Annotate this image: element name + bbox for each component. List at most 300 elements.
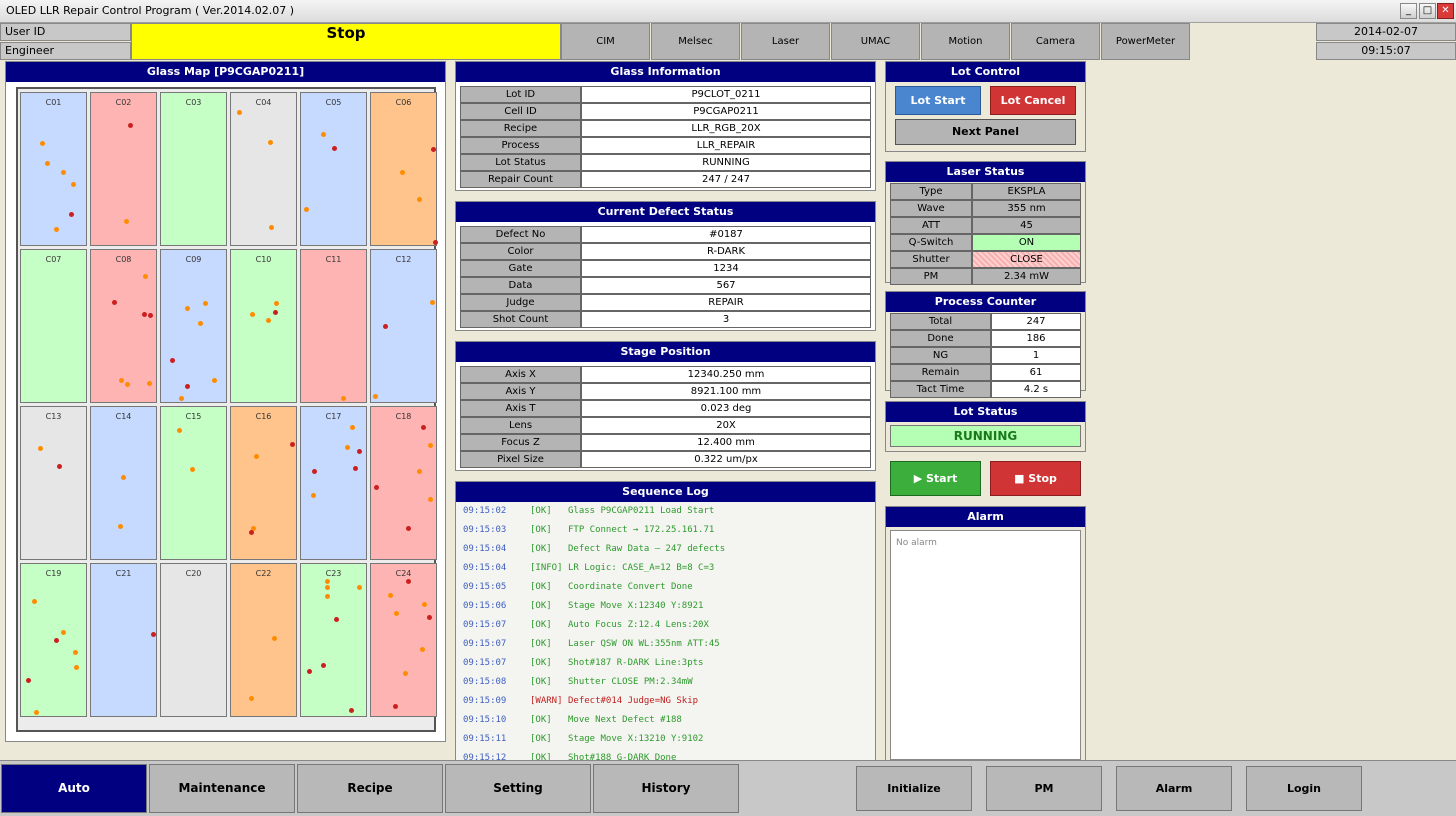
log-time: 09:15:06 bbox=[463, 601, 507, 611]
log-status: [OK] bbox=[530, 544, 552, 554]
glass-cell-c20[interactable] bbox=[160, 563, 227, 717]
nav-tab-history[interactable]: History bbox=[593, 764, 739, 813]
field-label: Tact Time bbox=[890, 381, 991, 398]
defect-marker[interactable] bbox=[357, 449, 362, 454]
log-status: [OK] bbox=[530, 506, 552, 516]
defect-marker[interactable] bbox=[383, 324, 388, 329]
log-entry bbox=[463, 597, 873, 616]
log-message: Move Next Defect #188 bbox=[568, 715, 682, 725]
field-value: 2.34 mW bbox=[972, 268, 1081, 285]
log-entry bbox=[463, 502, 873, 521]
field-value: P9CGAP0211 bbox=[581, 103, 871, 120]
defect-marker[interactable] bbox=[431, 147, 436, 152]
field-value: #0187 bbox=[581, 226, 871, 243]
log-entry bbox=[463, 711, 873, 730]
log-message: Coordinate Convert Done bbox=[568, 582, 693, 592]
field-value: ON bbox=[972, 234, 1081, 251]
field-value: RUNNING bbox=[581, 154, 871, 171]
defect-marker[interactable] bbox=[312, 469, 317, 474]
log-status: [OK] bbox=[530, 582, 552, 592]
log-entry bbox=[463, 559, 873, 578]
defect-marker[interactable] bbox=[147, 381, 152, 386]
log-message: Laser QSW ON WL:355nm ATT:45 bbox=[568, 639, 720, 649]
defect-marker[interactable] bbox=[143, 274, 148, 279]
glass-info-title: Glass Information bbox=[456, 62, 875, 82]
defect-status-panel bbox=[455, 201, 876, 331]
defect-marker[interactable] bbox=[61, 170, 66, 175]
defect-marker[interactable] bbox=[274, 301, 279, 306]
defect-marker[interactable] bbox=[54, 227, 59, 232]
cell-label: C22 bbox=[255, 569, 272, 578]
module-button-powermeter[interactable]: PowerMeter bbox=[1101, 23, 1190, 60]
cell-label: C10 bbox=[255, 255, 272, 264]
defect-marker[interactable] bbox=[417, 197, 422, 202]
module-button-motion[interactable]: Motion bbox=[921, 23, 1010, 60]
stop-button[interactable]: ■ Stop bbox=[990, 461, 1081, 496]
defect-marker[interactable] bbox=[373, 394, 378, 399]
defect-marker[interactable] bbox=[142, 312, 147, 317]
user-level: Engineer bbox=[0, 42, 131, 60]
field-value: 186 bbox=[991, 330, 1081, 347]
lot-start-button[interactable]: Lot Start bbox=[895, 86, 981, 115]
defect-marker[interactable] bbox=[357, 585, 362, 590]
field-value: EKSPLA bbox=[972, 183, 1081, 200]
cell-label: C24 bbox=[395, 569, 412, 578]
cell-label: C09 bbox=[185, 255, 202, 264]
cell-label: C15 bbox=[185, 412, 202, 421]
log-time: 09:15:11 bbox=[463, 734, 507, 744]
defect-marker[interactable] bbox=[325, 585, 330, 590]
cell-label: C04 bbox=[255, 98, 272, 107]
field-label: Done bbox=[890, 330, 991, 347]
field-label: Wave bbox=[890, 200, 972, 217]
log-entry bbox=[463, 692, 873, 711]
log-status: [WARN] bbox=[530, 696, 563, 706]
cell-label: C08 bbox=[115, 255, 132, 264]
field-value: 0.322 um/px bbox=[581, 451, 871, 468]
glass-cell-c21[interactable] bbox=[90, 563, 157, 717]
log-time: 09:15:07 bbox=[463, 639, 507, 649]
field-label: Shutter bbox=[890, 251, 972, 268]
defect-marker[interactable] bbox=[345, 445, 350, 450]
log-message: Auto Focus Z:12.4 Lens:20X bbox=[568, 620, 709, 630]
cell-label: C06 bbox=[395, 98, 412, 107]
field-value: REPAIR bbox=[581, 294, 871, 311]
defect-marker[interactable] bbox=[428, 497, 433, 502]
glass-cell-c15[interactable] bbox=[160, 406, 227, 560]
defect-marker[interactable] bbox=[433, 240, 438, 245]
field-label: Axis Y bbox=[460, 383, 581, 400]
defect-marker[interactable] bbox=[350, 425, 355, 430]
process-counter-title: Process Counter bbox=[886, 292, 1085, 312]
defect-marker[interactable] bbox=[54, 638, 59, 643]
defect-marker[interactable] bbox=[57, 464, 62, 469]
user-id-label: User ID bbox=[0, 23, 131, 41]
defect-marker[interactable] bbox=[212, 378, 217, 383]
defect-marker[interactable] bbox=[237, 110, 242, 115]
cell-label: C12 bbox=[395, 255, 412, 264]
title-bar bbox=[0, 0, 1456, 23]
log-entry bbox=[463, 730, 873, 749]
field-value: 12.400 mm bbox=[581, 434, 871, 451]
field-label: Remain bbox=[890, 364, 991, 381]
glass-cell-c13[interactable] bbox=[20, 406, 87, 560]
module-button-cim[interactable]: CIM bbox=[561, 23, 650, 60]
log-status: [OK] bbox=[530, 677, 552, 687]
defect-marker[interactable] bbox=[374, 485, 379, 490]
field-label: Shot Count bbox=[460, 311, 581, 328]
field-value: 12340.250 mm bbox=[581, 366, 871, 383]
alarm-message: No alarm bbox=[896, 538, 937, 548]
glass-cell-c06[interactable] bbox=[370, 92, 437, 246]
defect-marker[interactable] bbox=[34, 710, 39, 715]
lot-cancel-button[interactable]: Lot Cancel bbox=[990, 86, 1076, 115]
glass-cell-c01[interactable] bbox=[20, 92, 87, 246]
field-value: 247 bbox=[991, 313, 1081, 330]
defect-marker[interactable] bbox=[71, 182, 76, 187]
defect-marker[interactable] bbox=[179, 396, 184, 401]
log-time: 09:15:04 bbox=[463, 544, 507, 554]
field-value: R-DARK bbox=[581, 243, 871, 260]
glass-cell-c19[interactable] bbox=[20, 563, 87, 717]
module-button-camera[interactable]: Camera bbox=[1011, 23, 1100, 60]
field-label: Judge bbox=[460, 294, 581, 311]
defect-marker[interactable] bbox=[125, 382, 130, 387]
defect-marker[interactable] bbox=[38, 446, 43, 451]
log-message: LR Logic: CASE_A=12 B=8 C=3 bbox=[568, 563, 715, 573]
glass-cell-c04[interactable] bbox=[230, 92, 297, 246]
field-value: CLOSE bbox=[972, 251, 1081, 268]
defect-marker[interactable] bbox=[349, 708, 354, 713]
current-date: 2014-02-07 bbox=[1316, 23, 1456, 41]
defect-marker[interactable] bbox=[353, 466, 358, 471]
defect-marker[interactable] bbox=[203, 301, 208, 306]
field-value: 8921.100 mm bbox=[581, 383, 871, 400]
field-value: 3 bbox=[581, 311, 871, 328]
field-label: PM bbox=[890, 268, 972, 285]
defect-marker[interactable] bbox=[45, 161, 50, 166]
log-time: 09:15:10 bbox=[463, 715, 507, 725]
close-button[interactable]: ✕ bbox=[1437, 3, 1454, 19]
log-status: [OK] bbox=[530, 620, 552, 630]
minimize-button[interactable]: _ bbox=[1400, 3, 1417, 19]
defect-marker[interactable] bbox=[112, 300, 117, 305]
defect-marker[interactable] bbox=[268, 140, 273, 145]
cell-label: C16 bbox=[255, 412, 272, 421]
glass-map-panel bbox=[5, 61, 446, 742]
defect-marker[interactable] bbox=[334, 617, 339, 622]
field-label: Color bbox=[460, 243, 581, 260]
maximize-button[interactable]: □ bbox=[1419, 3, 1436, 19]
log-status: [OK] bbox=[530, 601, 552, 611]
lot-status-panel bbox=[885, 401, 1086, 452]
alarm-list[interactable] bbox=[890, 530, 1081, 760]
field-value: 4.2 s bbox=[991, 381, 1081, 398]
defect-marker[interactable] bbox=[272, 636, 277, 641]
laser-status-title: Laser Status bbox=[886, 162, 1085, 182]
glass-cell-c11[interactable] bbox=[300, 249, 367, 403]
log-status: [OK] bbox=[530, 753, 552, 761]
defect-marker[interactable] bbox=[341, 396, 346, 401]
login-button[interactable]: Login bbox=[1246, 766, 1362, 811]
defect-marker[interactable] bbox=[325, 594, 330, 599]
defect-marker[interactable] bbox=[311, 493, 316, 498]
defect-marker[interactable] bbox=[406, 526, 411, 531]
module-button-umac[interactable]: UMAC bbox=[831, 23, 920, 60]
log-status: [OK] bbox=[530, 658, 552, 668]
module-button-melsec[interactable]: Melsec bbox=[651, 23, 740, 60]
glass-cell-c17[interactable] bbox=[300, 406, 367, 560]
cell-label: C05 bbox=[325, 98, 342, 107]
nav-tab-auto[interactable]: Auto bbox=[1, 764, 147, 813]
field-value: 0.023 deg bbox=[581, 400, 871, 417]
log-status: [OK] bbox=[530, 639, 552, 649]
glass-cell-c12[interactable] bbox=[370, 249, 437, 403]
defect-marker[interactable] bbox=[307, 669, 312, 674]
field-label: Axis T bbox=[460, 400, 581, 417]
defect-marker[interactable] bbox=[32, 599, 37, 604]
log-status: [OK] bbox=[530, 734, 552, 744]
defect-marker[interactable] bbox=[170, 358, 175, 363]
cell-label: C21 bbox=[115, 569, 132, 578]
defect-marker[interactable] bbox=[69, 212, 74, 217]
log-message: Shot#187 R-DARK Line:3pts bbox=[568, 658, 704, 668]
field-label: Pixel Size bbox=[460, 451, 581, 468]
defect-marker[interactable] bbox=[198, 321, 203, 326]
defect-marker[interactable] bbox=[148, 313, 153, 318]
nav-tab-maintenance[interactable]: Maintenance bbox=[149, 764, 295, 813]
defect-marker[interactable] bbox=[185, 306, 190, 311]
glass-cell-c10[interactable] bbox=[230, 249, 297, 403]
field-label: Total bbox=[890, 313, 991, 330]
log-entry bbox=[463, 654, 873, 673]
laser-status-panel bbox=[885, 161, 1086, 283]
field-label: NG bbox=[890, 347, 991, 364]
cell-label: C14 bbox=[115, 412, 132, 421]
log-message: FTP Connect → 172.25.161.71 bbox=[568, 525, 715, 535]
log-message: Glass P9CGAP0211 Load Start bbox=[568, 506, 715, 516]
defect-marker[interactable] bbox=[269, 225, 274, 230]
defect-marker[interactable] bbox=[417, 469, 422, 474]
glass-cell-c23[interactable] bbox=[300, 563, 367, 717]
defect-marker[interactable] bbox=[290, 442, 295, 447]
log-time: 09:15:05 bbox=[463, 582, 507, 592]
cell-label: C23 bbox=[325, 569, 342, 578]
defect-marker[interactable] bbox=[428, 443, 433, 448]
field-label: Type bbox=[890, 183, 972, 200]
start-button[interactable]: ▶ Start bbox=[890, 461, 981, 496]
defect-marker[interactable] bbox=[250, 312, 255, 317]
field-label: Q-Switch bbox=[890, 234, 972, 251]
cell-label: C19 bbox=[45, 569, 62, 578]
defect-marker[interactable] bbox=[73, 650, 78, 655]
glass-cell-c05[interactable] bbox=[300, 92, 367, 246]
machine-status-banner: Stop bbox=[131, 23, 561, 60]
cell-label: C11 bbox=[325, 255, 342, 264]
defect-marker[interactable] bbox=[332, 146, 337, 151]
defect-marker[interactable] bbox=[177, 428, 182, 433]
glass-info-panel bbox=[455, 61, 876, 191]
alarm-panel bbox=[885, 506, 1086, 761]
defect-marker[interactable] bbox=[421, 425, 426, 430]
lot-status-value: RUNNING bbox=[890, 425, 1081, 447]
stage-position-panel bbox=[455, 341, 876, 471]
field-value: 61 bbox=[991, 364, 1081, 381]
field-value: 1 bbox=[991, 347, 1081, 364]
cell-label: C18 bbox=[395, 412, 412, 421]
defect-status-title: Current Defect Status bbox=[456, 202, 875, 222]
field-value: 45 bbox=[972, 217, 1081, 234]
glass-cell-c24[interactable] bbox=[370, 563, 437, 717]
cell-label: C07 bbox=[45, 255, 62, 264]
stage-position-title: Stage Position bbox=[456, 342, 875, 362]
log-entry bbox=[463, 616, 873, 635]
field-value: LLR_REPAIR bbox=[581, 137, 871, 154]
glass-cell-c03[interactable] bbox=[160, 92, 227, 246]
glass-map-title: Glass Map [P9CGAP0211] bbox=[6, 62, 445, 82]
log-entry bbox=[463, 635, 873, 654]
glass-cell-c16[interactable] bbox=[230, 406, 297, 560]
glass-cell-c14[interactable] bbox=[90, 406, 157, 560]
log-time: 09:15:02 bbox=[463, 506, 507, 516]
defect-marker[interactable] bbox=[393, 704, 398, 709]
field-label: Lens bbox=[460, 417, 581, 434]
nav-tab-setting[interactable]: Setting bbox=[445, 764, 591, 813]
glass-cell-c02[interactable] bbox=[90, 92, 157, 246]
field-value: 247 / 247 bbox=[581, 171, 871, 188]
defect-marker[interactable] bbox=[74, 665, 79, 670]
log-time: 09:15:09 bbox=[463, 696, 507, 706]
defect-marker[interactable] bbox=[321, 132, 326, 137]
log-time: 09:15:03 bbox=[463, 525, 507, 535]
window-title: OLED LLR Repair Control Program ( Ver.2014.02.07 ) bbox=[6, 4, 294, 17]
cell-label: C02 bbox=[115, 98, 132, 107]
field-label: Gate bbox=[460, 260, 581, 277]
defect-marker[interactable] bbox=[325, 579, 330, 584]
defect-marker[interactable] bbox=[388, 593, 393, 598]
nav-tab-recipe[interactable]: Recipe bbox=[297, 764, 443, 813]
next-panel-button[interactable]: Next Panel bbox=[895, 119, 1076, 145]
defect-marker[interactable] bbox=[266, 318, 271, 323]
cell-label: C17 bbox=[325, 412, 342, 421]
field-label: Data bbox=[460, 277, 581, 294]
lot-control-title: Lot Control bbox=[886, 62, 1085, 82]
log-message: Shutter CLOSE PM:2.34mW bbox=[568, 677, 693, 687]
defect-marker[interactable] bbox=[128, 123, 133, 128]
defect-marker[interactable] bbox=[321, 663, 326, 668]
log-message: Defect#014 Judge=NG Skip bbox=[568, 696, 699, 706]
defect-marker[interactable] bbox=[406, 579, 411, 584]
module-button-laser[interactable]: Laser bbox=[741, 23, 830, 60]
glass-cell-c22[interactable] bbox=[230, 563, 297, 717]
field-label: Recipe bbox=[460, 120, 581, 137]
process-counter-panel bbox=[885, 291, 1086, 395]
glass-cell-c08[interactable] bbox=[90, 249, 157, 403]
sequence-log-panel bbox=[455, 481, 876, 761]
defect-marker[interactable] bbox=[40, 141, 45, 146]
field-value: 1234 bbox=[581, 260, 871, 277]
defect-marker[interactable] bbox=[422, 602, 427, 607]
lot-control-panel bbox=[885, 61, 1086, 152]
log-message: Shot#188 G-DARK Done bbox=[568, 753, 677, 761]
defect-marker[interactable] bbox=[190, 467, 195, 472]
defect-marker[interactable] bbox=[124, 219, 129, 224]
glass-map bbox=[16, 87, 436, 732]
glass-cell-c07[interactable] bbox=[20, 249, 87, 403]
bottom-bar bbox=[0, 760, 1456, 816]
cell-label: C13 bbox=[45, 412, 62, 421]
field-label: Lot ID bbox=[460, 86, 581, 103]
log-entry bbox=[463, 540, 873, 559]
pm-button[interactable]: PM bbox=[986, 766, 1102, 811]
cell-label: C20 bbox=[185, 569, 202, 578]
field-value: 567 bbox=[581, 277, 871, 294]
field-label: Repair Count bbox=[460, 171, 581, 188]
log-time: 09:15:08 bbox=[463, 677, 507, 687]
defect-marker[interactable] bbox=[400, 170, 405, 175]
field-label: Cell ID bbox=[460, 103, 581, 120]
defect-marker[interactable] bbox=[121, 475, 126, 480]
log-entry bbox=[463, 521, 873, 540]
field-label: Defect No bbox=[460, 226, 581, 243]
defect-marker[interactable] bbox=[254, 454, 259, 459]
log-time: 09:15:07 bbox=[463, 658, 507, 668]
defect-marker[interactable] bbox=[273, 310, 278, 315]
log-message: Stage Move X:13210 Y:9102 bbox=[568, 734, 704, 744]
log-time: 09:15:04 bbox=[463, 563, 507, 573]
defect-marker[interactable] bbox=[420, 647, 425, 652]
defect-marker[interactable] bbox=[118, 524, 123, 529]
alarm-title: Alarm bbox=[886, 507, 1085, 527]
sequence-log-title: Sequence Log bbox=[456, 482, 875, 502]
cell-label: C01 bbox=[45, 98, 62, 107]
defect-marker[interactable] bbox=[403, 671, 408, 676]
defect-marker[interactable] bbox=[394, 611, 399, 616]
lot-status-title: Lot Status bbox=[886, 402, 1085, 422]
defect-marker[interactable] bbox=[61, 630, 66, 635]
defect-marker[interactable] bbox=[151, 632, 156, 637]
field-label: ATT bbox=[890, 217, 972, 234]
defect-marker[interactable] bbox=[427, 615, 432, 620]
field-label: Axis X bbox=[460, 366, 581, 383]
defect-marker[interactable] bbox=[249, 530, 254, 535]
log-time: 09:15:12 bbox=[463, 753, 507, 761]
cell-label: C03 bbox=[185, 98, 202, 107]
log-entry bbox=[463, 578, 873, 597]
log-status: [INFO] bbox=[530, 563, 563, 573]
field-label: Lot Status bbox=[460, 154, 581, 171]
field-value: P9CLOT_0211 bbox=[581, 86, 871, 103]
field-label: Focus Z bbox=[460, 434, 581, 451]
current-time: 09:15:07 bbox=[1316, 42, 1456, 60]
field-value: 355 nm bbox=[972, 200, 1081, 217]
log-status: [OK] bbox=[530, 525, 552, 535]
initialize-button[interactable]: Initialize bbox=[856, 766, 972, 811]
glass-cell-c09[interactable] bbox=[160, 249, 227, 403]
defect-marker[interactable] bbox=[26, 678, 31, 683]
log-status: [OK] bbox=[530, 715, 552, 725]
glass-cell-c18[interactable] bbox=[370, 406, 437, 560]
field-label: Process bbox=[460, 137, 581, 154]
defect-marker[interactable] bbox=[430, 300, 435, 305]
defect-marker[interactable] bbox=[304, 207, 309, 212]
alarm-button[interactable]: Alarm bbox=[1116, 766, 1232, 811]
defect-marker[interactable] bbox=[249, 696, 254, 701]
defect-marker[interactable] bbox=[119, 378, 124, 383]
log-time: 09:15:07 bbox=[463, 620, 507, 630]
defect-marker[interactable] bbox=[185, 384, 190, 389]
log-message: Stage Move X:12340 Y:8921 bbox=[568, 601, 704, 611]
